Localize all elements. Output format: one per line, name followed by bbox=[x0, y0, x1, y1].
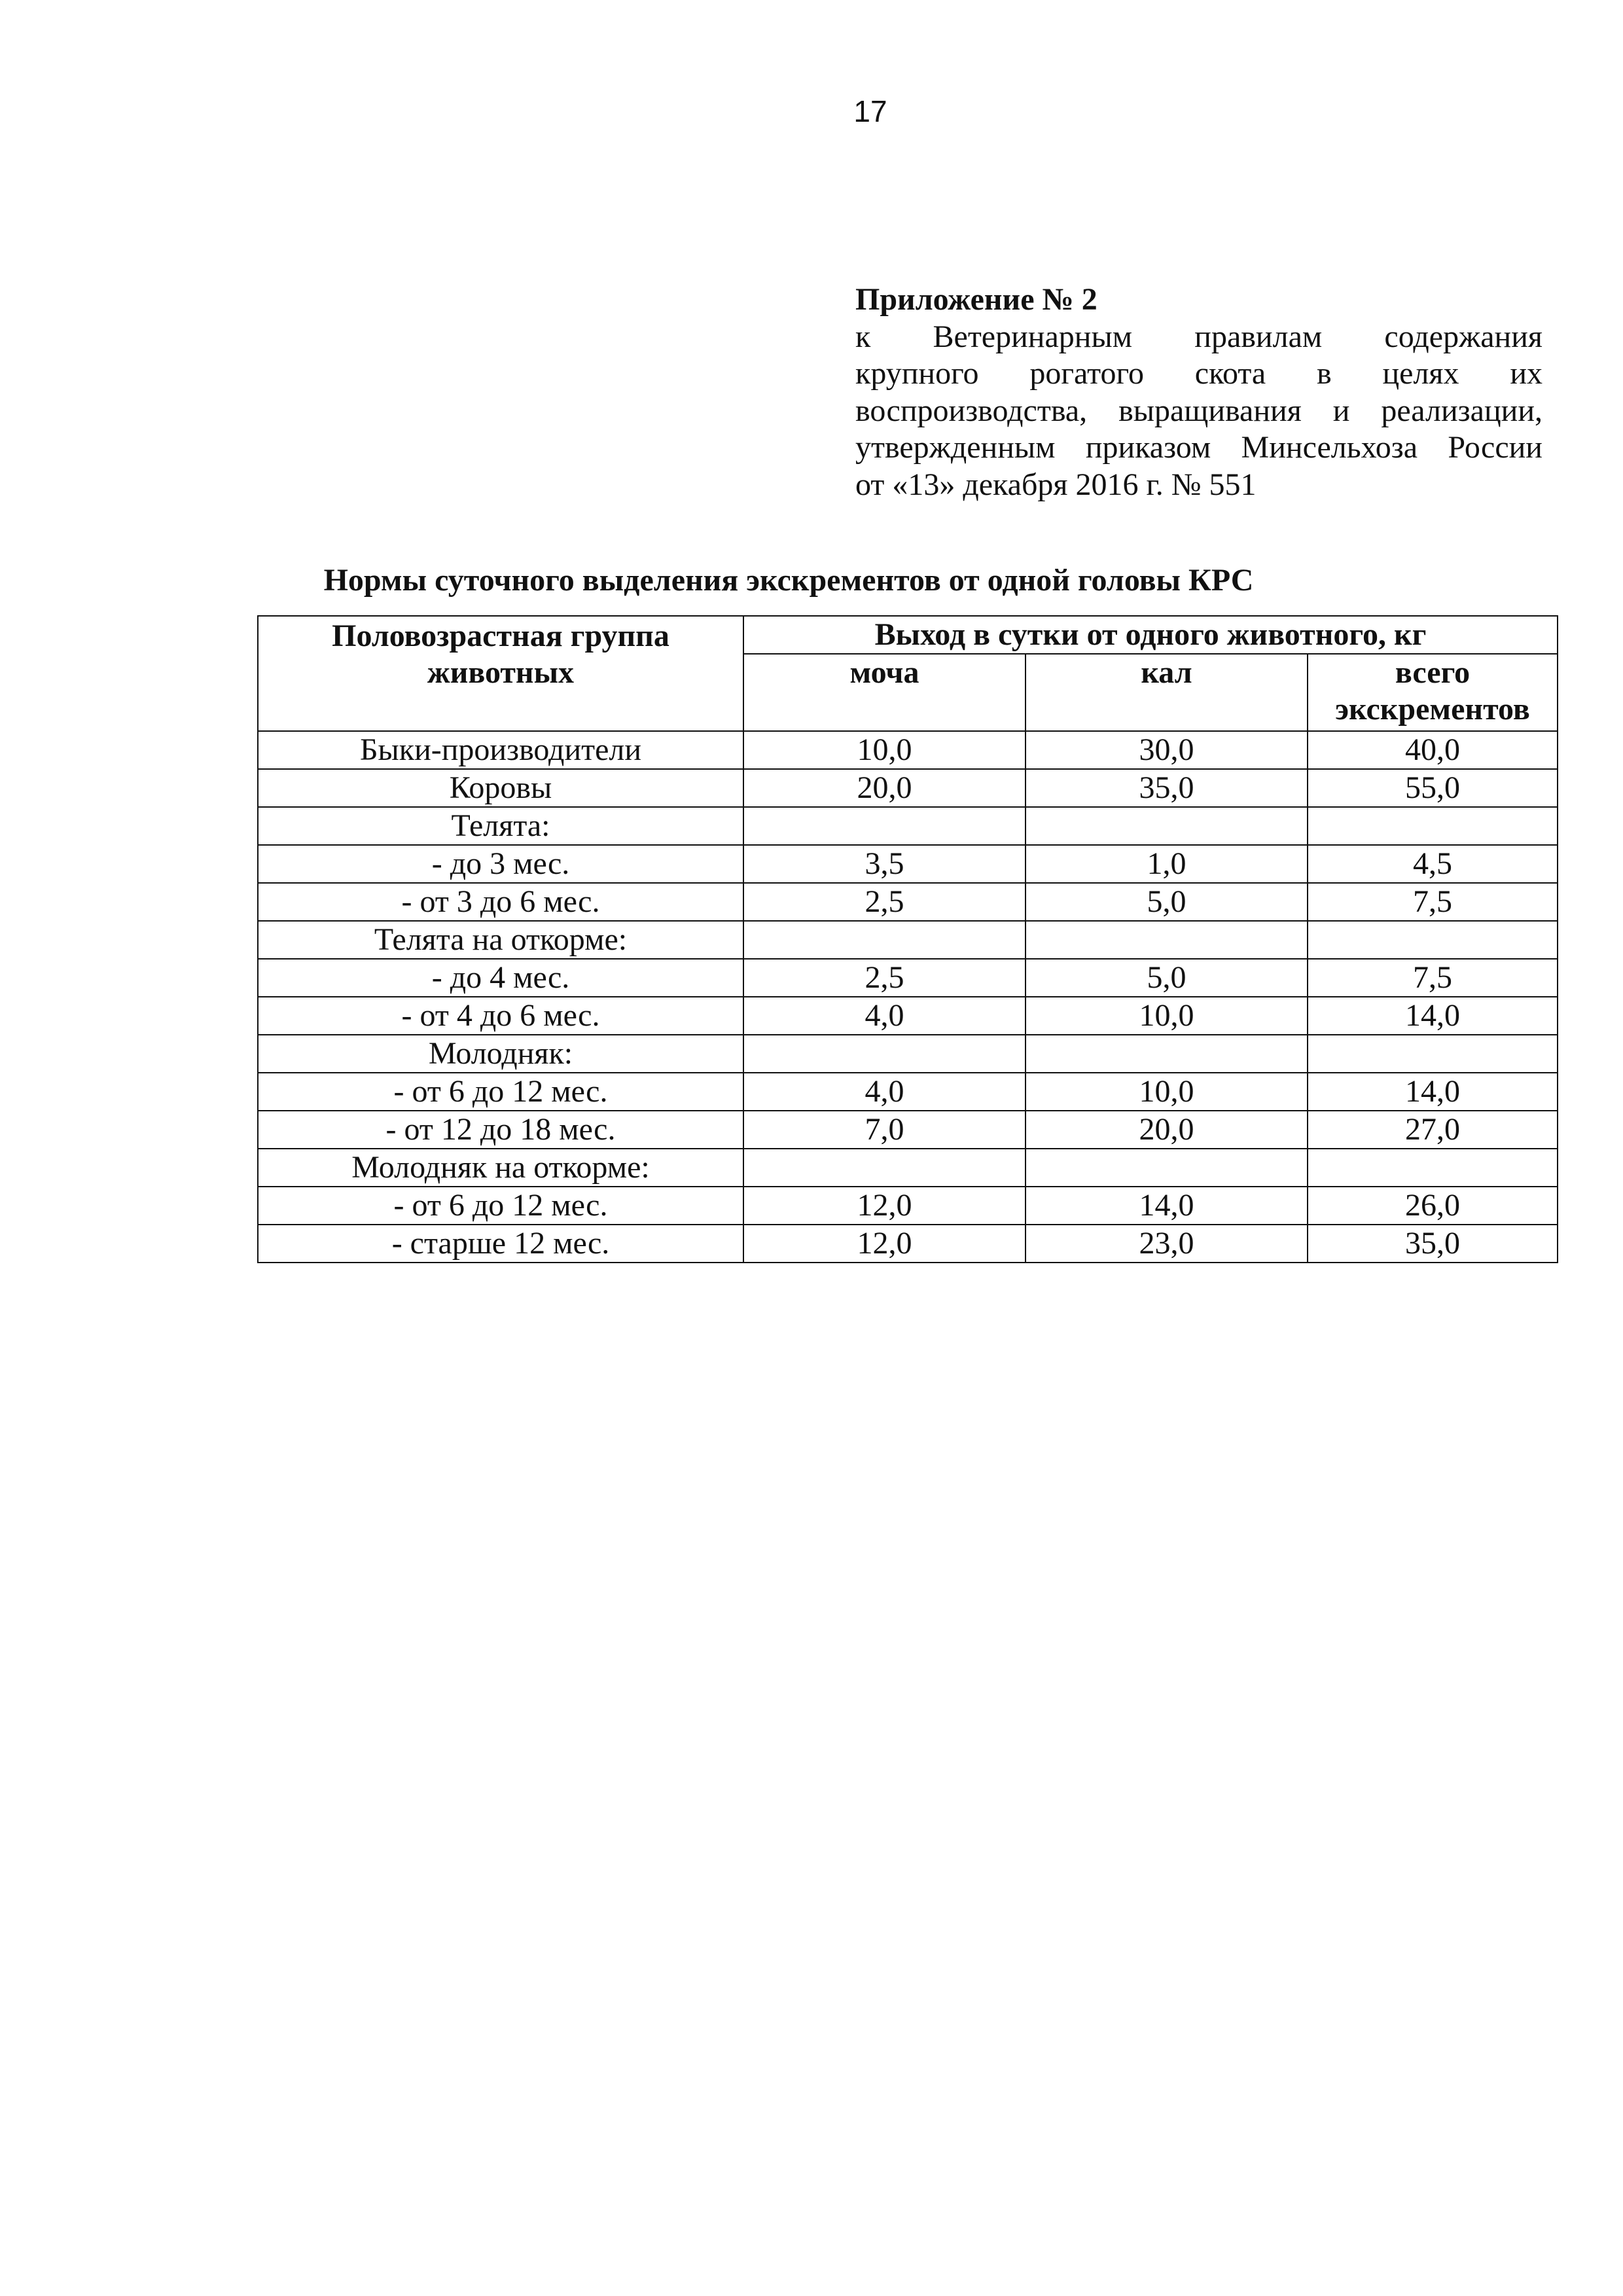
table-row bbox=[258, 959, 1558, 997]
cell-feces: 5,0 bbox=[1026, 883, 1308, 921]
cell-urine: 10,0 bbox=[743, 731, 1026, 769]
cell-total: 4,5 bbox=[1308, 845, 1558, 883]
cell-urine: 12,0 bbox=[743, 1225, 1026, 1263]
cell-total: 55,0 bbox=[1308, 769, 1558, 807]
cell-total: 14,0 bbox=[1308, 1073, 1558, 1111]
cell-feces: 23,0 bbox=[1026, 1225, 1308, 1263]
table-header-row bbox=[258, 616, 1558, 654]
cell-animal-group: - от 12 до 18 мес. bbox=[258, 1111, 743, 1149]
cell-total: 7,5 bbox=[1308, 959, 1558, 997]
table-row bbox=[258, 731, 1558, 769]
cell-feces: 10,0 bbox=[1026, 997, 1308, 1035]
cell-feces: 14,0 bbox=[1026, 1187, 1308, 1225]
appendix-line: утвержденным приказом Минсельхоза России bbox=[855, 430, 1543, 465]
cell-urine bbox=[743, 1149, 1026, 1187]
table-row bbox=[258, 997, 1558, 1035]
cell-urine: 2,5 bbox=[743, 883, 1026, 921]
cell-feces bbox=[1026, 921, 1308, 959]
cell-animal-group: Быки-производители bbox=[258, 731, 743, 769]
table-row bbox=[258, 769, 1558, 807]
cell-feces: 35,0 bbox=[1026, 769, 1308, 807]
cell-feces: 20,0 bbox=[1026, 1111, 1308, 1149]
appendix-block bbox=[855, 281, 1543, 503]
cell-urine: 12,0 bbox=[743, 1187, 1026, 1225]
table-row bbox=[258, 845, 1558, 883]
table-row bbox=[258, 883, 1558, 921]
cell-total: 26,0 bbox=[1308, 1187, 1558, 1225]
cell-feces: 30,0 bbox=[1026, 731, 1308, 769]
cell-urine bbox=[743, 1035, 1026, 1073]
cell-feces bbox=[1026, 1149, 1308, 1187]
appendix-title: Приложение № 2 bbox=[855, 282, 1097, 317]
cell-urine: 4,0 bbox=[743, 1073, 1026, 1111]
cell-urine: 2,5 bbox=[743, 959, 1026, 997]
cell-animal-group: - до 4 мес. bbox=[258, 959, 743, 997]
cell-urine bbox=[743, 921, 1026, 959]
norms-table bbox=[257, 615, 1558, 1263]
cell-animal-group: - до 3 мес. bbox=[258, 845, 743, 883]
cell-total: 40,0 bbox=[1308, 731, 1558, 769]
appendix-line: от «13» декабря 2016 г. № 551 bbox=[855, 467, 1257, 502]
header-daily-output: Выход в сутки от одного животного, кг bbox=[743, 616, 1558, 654]
cell-animal-group: Коровы bbox=[258, 769, 743, 807]
cell-urine bbox=[743, 807, 1026, 845]
table-row bbox=[258, 1111, 1558, 1149]
table-row bbox=[258, 921, 1558, 959]
cell-total bbox=[1308, 1149, 1558, 1187]
cell-total: 35,0 bbox=[1308, 1225, 1558, 1263]
cell-animal-group: - старше 12 мес. bbox=[258, 1225, 743, 1263]
cell-animal-group: - от 6 до 12 мес. bbox=[258, 1187, 743, 1225]
cell-total: 27,0 bbox=[1308, 1111, 1558, 1149]
cell-urine: 7,0 bbox=[743, 1111, 1026, 1149]
table-row bbox=[258, 1225, 1558, 1263]
header-animal-group: Половозрастная группа животных bbox=[258, 616, 743, 731]
cell-feces bbox=[1026, 807, 1308, 845]
cell-animal-group: Молодняк на откорме: bbox=[258, 1149, 743, 1187]
table-row bbox=[258, 1149, 1558, 1187]
table-body bbox=[258, 731, 1558, 1263]
cell-animal-group: - от 3 до 6 мес. bbox=[258, 883, 743, 921]
cell-total: 7,5 bbox=[1308, 883, 1558, 921]
cell-feces bbox=[1026, 1035, 1308, 1073]
cell-animal-group: Телята: bbox=[258, 807, 743, 845]
cell-animal-group: - от 4 до 6 мес. bbox=[258, 997, 743, 1035]
cell-total bbox=[1308, 807, 1558, 845]
header-urine: моча bbox=[743, 654, 1026, 731]
cell-total bbox=[1308, 1035, 1558, 1073]
cell-animal-group: Телята на откорме: bbox=[258, 921, 743, 959]
appendix-line: крупного рогатого скота в целях их bbox=[855, 356, 1543, 391]
appendix-line: к Ветеринарным правилам содержания bbox=[855, 319, 1543, 354]
cell-feces: 5,0 bbox=[1026, 959, 1308, 997]
cell-feces: 1,0 bbox=[1026, 845, 1308, 883]
cell-animal-group: Молодняк: bbox=[258, 1035, 743, 1073]
table-row bbox=[258, 807, 1558, 845]
appendix-line: воспроизводства, выращивания и реализации, bbox=[855, 393, 1543, 428]
cell-animal-group: - от 6 до 12 мес. bbox=[258, 1073, 743, 1111]
table-title: Нормы суточного выделения экскрементов от одной головы КРС bbox=[323, 563, 1254, 598]
cell-urine: 20,0 bbox=[743, 769, 1026, 807]
cell-urine: 3,5 bbox=[743, 845, 1026, 883]
cell-feces: 10,0 bbox=[1026, 1073, 1308, 1111]
header-total: всего экскрементов bbox=[1308, 654, 1558, 731]
cell-total: 14,0 bbox=[1308, 997, 1558, 1035]
header-feces: кал bbox=[1026, 654, 1308, 731]
table-row bbox=[258, 1187, 1558, 1225]
table-row bbox=[258, 1073, 1558, 1111]
cell-total bbox=[1308, 921, 1558, 959]
table-row bbox=[258, 1035, 1558, 1073]
cell-urine: 4,0 bbox=[743, 997, 1026, 1035]
page-number: 17 bbox=[853, 94, 887, 128]
